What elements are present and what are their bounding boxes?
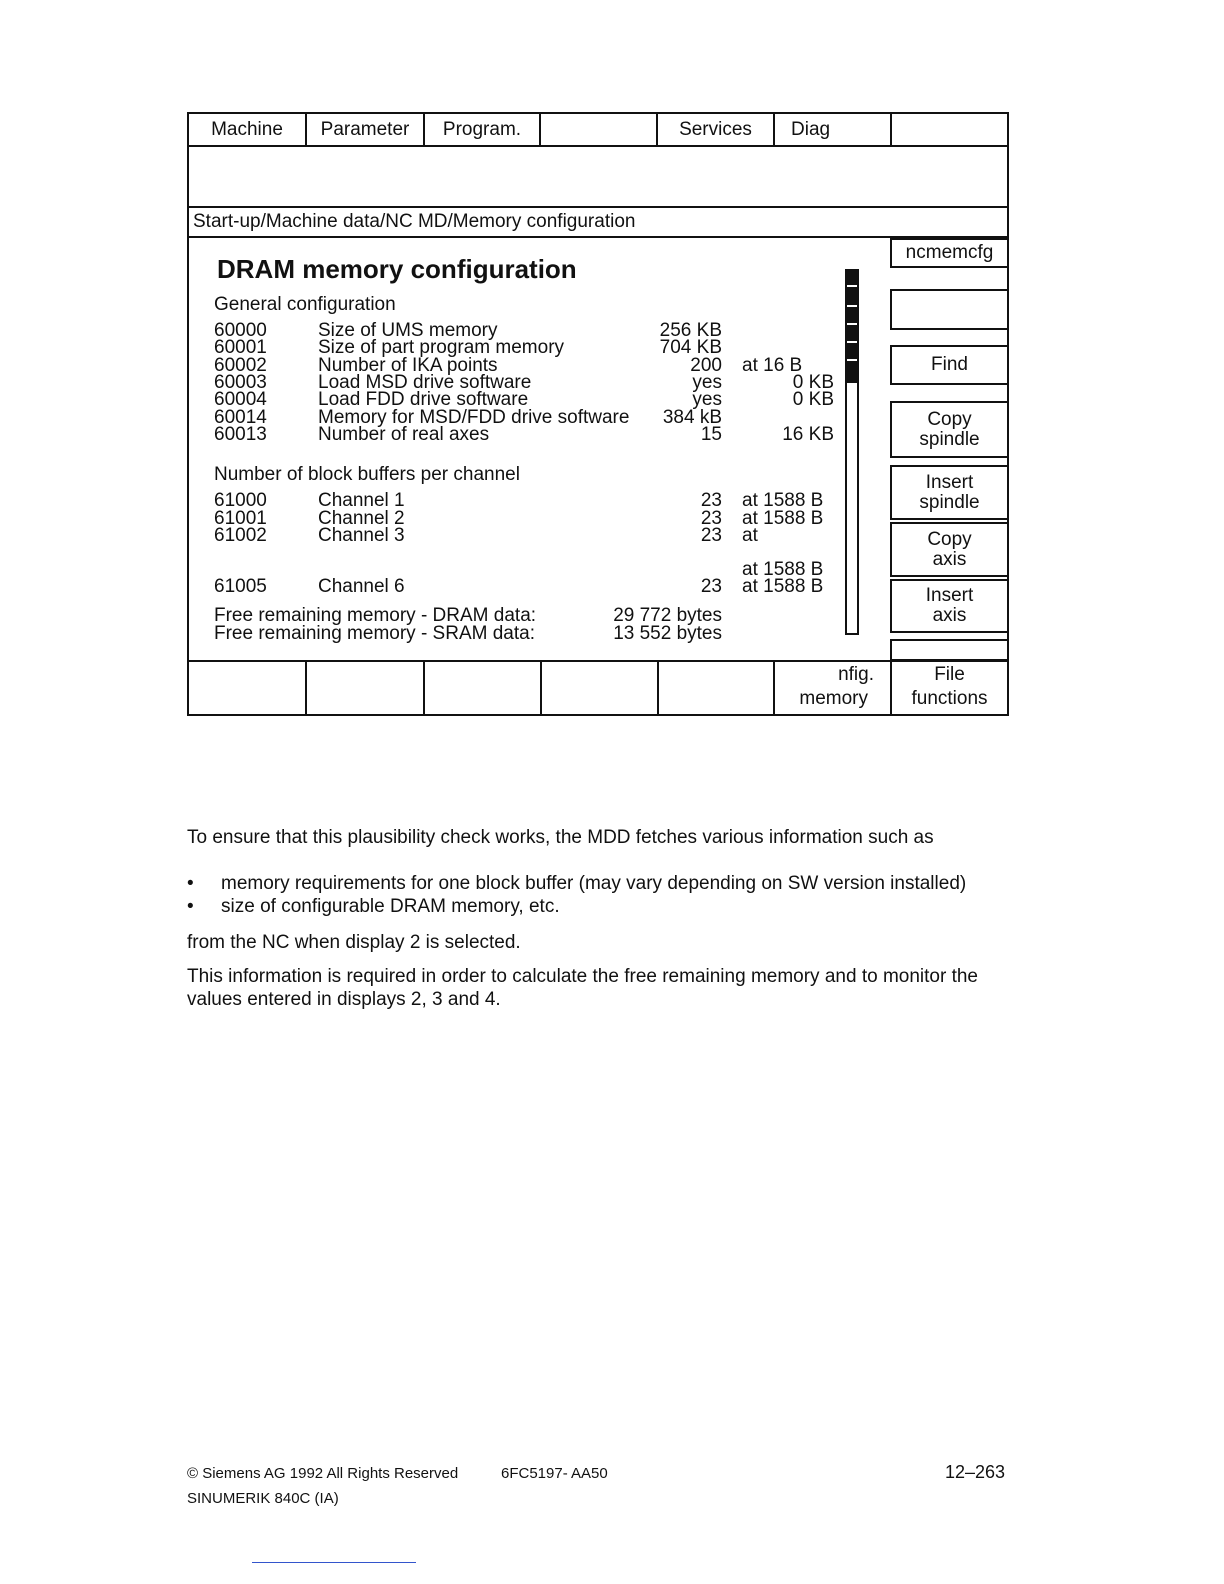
md-value: 384 kB — [662, 406, 722, 428]
md-value: yes — [692, 371, 722, 393]
softkey-copy-spindle[interactable] — [890, 401, 1007, 458]
md-extra: 0 KB — [792, 389, 834, 411]
data-row — [214, 406, 834, 428]
scrollbar-thumb[interactable] — [847, 271, 857, 383]
softkey-copy-axis[interactable] — [890, 522, 1007, 577]
free-sram-value: 13 552 bytes — [613, 623, 722, 644]
md-extra: at 16 B — [742, 354, 803, 376]
md-number: 61000 — [214, 490, 267, 511]
footer-page-number: 12–263 — [945, 1462, 1006, 1482]
softkey-label-line: Copy — [927, 528, 972, 550]
md-extra: 0 KB — [792, 371, 834, 393]
data-row — [214, 389, 834, 411]
hsoftkey-label-line: functions — [911, 688, 988, 709]
bullet-dot: • — [187, 873, 194, 894]
bullet-dot: • — [187, 896, 194, 917]
md-number: 60002 — [214, 354, 267, 376]
md-extra: at 1588 B — [742, 576, 824, 597]
menu-parameter[interactable]: Parameter — [307, 114, 425, 145]
md-value: 15 — [700, 423, 722, 445]
scroll-tick — [847, 341, 857, 343]
page-title: DRAM memory configuration — [217, 254, 577, 284]
free-dram-row — [214, 607, 834, 624]
md-description: Load MSD drive software — [318, 371, 532, 393]
scroll-tick — [847, 323, 857, 325]
general-heading: General configuration — [214, 294, 396, 315]
md-value: 200 — [690, 354, 722, 376]
info-paragraph-line-2: values entered in displays 2, 3 and 4. — [187, 989, 501, 1010]
md-value: 23 — [700, 508, 722, 529]
scroll-tick — [847, 359, 857, 361]
hsoftkey-label-line: File — [934, 664, 965, 685]
md-description: Number of IKA points — [318, 354, 498, 376]
md-extra: at 1588 B — [742, 508, 824, 529]
scroll-tick — [847, 305, 857, 307]
footer-copyright: © Siemens AG 1992 All Rights Reserved — [187, 1465, 459, 1482]
after-paragraph: from the NC when display 2 is selected. — [187, 932, 521, 953]
md-number: 61005 — [214, 576, 267, 597]
data-row — [214, 527, 834, 544]
bullet-text: size of configurable DRAM memory, etc. — [221, 896, 560, 917]
softkey-insert-axis[interactable] — [890, 579, 1007, 633]
softkey-label-line: Insert — [925, 471, 974, 493]
md-description: Number of real axes — [318, 423, 490, 445]
softkey-ncmemcfg[interactable] — [890, 238, 1007, 268]
md-number: 60001 — [214, 337, 267, 359]
md-description: Size of part program memory — [318, 337, 565, 359]
md-number: 61001 — [214, 508, 267, 529]
horizontal-softkey-bar — [189, 660, 1007, 716]
vertical-scrollbar[interactable] — [845, 269, 859, 635]
data-row — [214, 337, 834, 359]
free-dram-value: 29 772 bytes — [613, 605, 722, 626]
free-sram-label: Free remaining memory - SRAM data: — [214, 623, 535, 644]
intro-paragraph: To ensure that this plausibility check works, the MDD fetches various information such as — [187, 827, 934, 848]
md-number: 60000 — [214, 320, 267, 341]
hsoftkey-label-line: memory — [799, 688, 868, 709]
softkey-label-line: spindle — [919, 491, 980, 513]
hsoftkey-2[interactable] — [307, 662, 425, 716]
menu-empty-2[interactable] — [892, 114, 1007, 145]
buffers-heading: Number of block buffers per channel — [214, 464, 520, 485]
link-underline — [252, 1562, 416, 1563]
md-extra: at 1588 B — [742, 490, 824, 511]
bullet-text: memory requirements for one block buffer (may vary depending on SW version installed) — [221, 873, 967, 894]
hsoftkey-label-line: nfig. — [838, 664, 874, 685]
md-value: 23 — [700, 576, 722, 597]
hsoftkey-1[interactable] — [189, 662, 307, 716]
softkey-label-line: spindle — [919, 428, 980, 450]
md-description: Memory for MSD/FDD drive software — [318, 406, 630, 428]
data-row — [214, 492, 834, 509]
softkey-empty-bottom[interactable] — [890, 639, 1007, 661]
md-number: 60004 — [214, 389, 267, 411]
hsoftkey-4[interactable] — [542, 662, 659, 716]
data-row — [214, 561, 834, 578]
softkey-insert-spindle[interactable] — [890, 465, 1007, 520]
md-description: Channel 6 — [318, 576, 405, 597]
breadcrumb: Start-up/Machine data/NC MD/Memory configuration — [189, 206, 1007, 238]
softkey-find-label: Find — [931, 354, 968, 375]
md-description: Size of UMS memory — [318, 320, 498, 341]
menu-diag[interactable]: Diag — [775, 114, 892, 145]
hsoftkey-config-memory[interactable] — [775, 662, 892, 716]
softkey-empty[interactable] — [890, 289, 1007, 330]
md-extra: at 1588 B — [742, 559, 824, 580]
md-number: 60013 — [214, 423, 267, 445]
softkey-label-line: Copy — [927, 408, 972, 430]
menu-program[interactable]: Program. — [425, 114, 541, 145]
free-dram-label: Free remaining memory - DRAM data: — [214, 605, 537, 626]
footer-order-number: 6FC5197- AA50 — [501, 1465, 608, 1482]
md-value: 704 KB — [659, 337, 722, 359]
nc-screen — [187, 112, 1009, 716]
md-number: 60003 — [214, 371, 267, 393]
md-value: 256 KB — [659, 320, 722, 341]
info-paragraph-line-1: This information is required in order to calculate the free remaining memory and to monitor the — [187, 966, 978, 987]
md-description: Load FDD drive software — [318, 389, 529, 411]
md-number: 61002 — [214, 525, 267, 546]
menu-services[interactable]: Services — [658, 114, 775, 145]
md-description: Channel 2 — [318, 508, 405, 529]
data-row — [214, 510, 834, 527]
md-extra: at — [742, 525, 758, 546]
menu-empty-1[interactable] — [541, 114, 658, 145]
softkey-label-line: Insert — [925, 585, 974, 606]
softkey-ncmemcfg-label: ncmemcfg — [905, 242, 994, 263]
md-value: yes — [692, 389, 722, 411]
hsoftkey-5[interactable] — [659, 662, 775, 716]
md-description: Channel 3 — [318, 525, 405, 546]
hsoftkey-3[interactable] — [425, 662, 542, 716]
menu-machine[interactable]: Machine — [189, 114, 307, 145]
data-row — [214, 423, 834, 445]
free-sram-row — [214, 625, 834, 642]
md-value: 23 — [700, 490, 722, 511]
md-description: Channel 1 — [318, 490, 405, 511]
data-row — [214, 578, 834, 595]
md-number: 60014 — [214, 406, 267, 428]
scroll-tick — [847, 285, 857, 287]
softkey-label-line: axis — [932, 548, 967, 570]
footer-product: SINUMERIK 840C (IA) — [187, 1490, 339, 1507]
md-extra: 16 KB — [782, 423, 834, 445]
md-value: 23 — [700, 525, 722, 546]
hsoftkey-file-functions[interactable] — [892, 662, 1007, 716]
softkey-label-line: axis — [932, 605, 967, 626]
menu-bar — [189, 114, 1007, 147]
softkey-find[interactable] — [890, 345, 1007, 385]
